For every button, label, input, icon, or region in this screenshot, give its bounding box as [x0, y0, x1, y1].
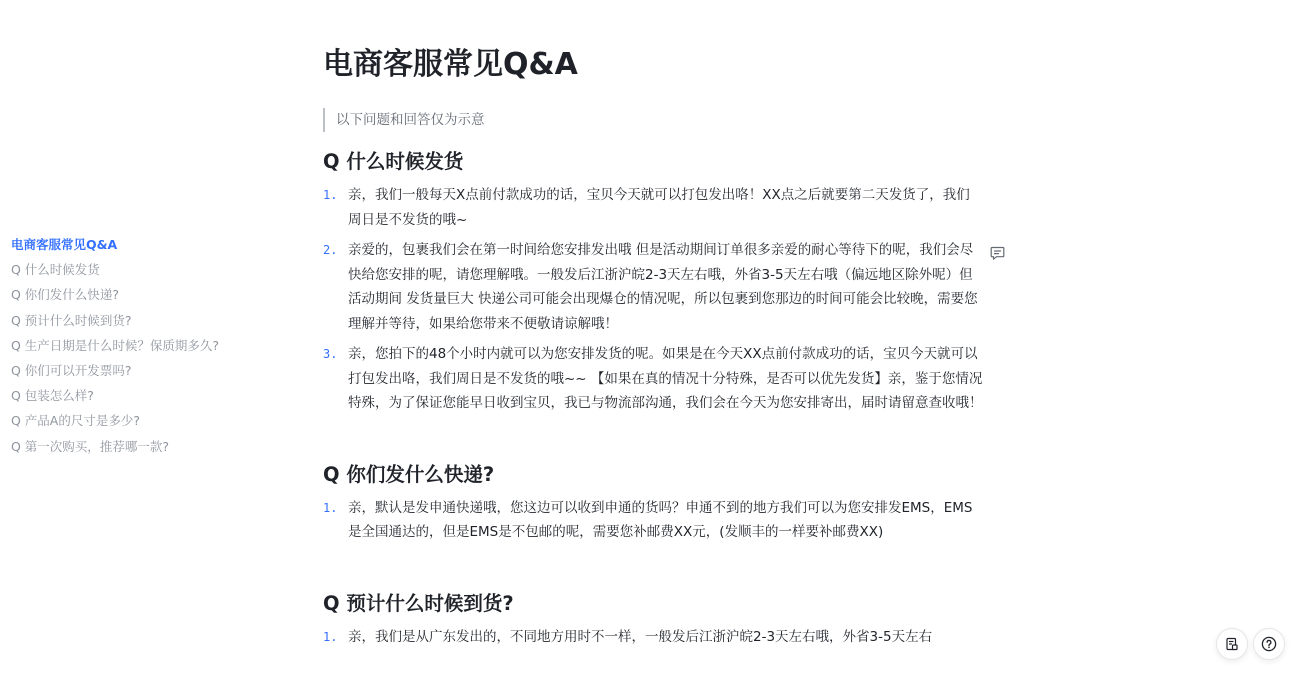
- help-icon: [1261, 636, 1277, 652]
- toc-item-packaging[interactable]: Q 包装怎么样?: [11, 388, 94, 404]
- toc-item-title[interactable]: 电商客服常见Q&A: [11, 237, 118, 252]
- list-item-text: 亲，您拍下的48个小时内就可以为您安排发货的呢。如果是在今天XX点前付款成功的话，宝贝今天就可以打包发出咯，我们周日是不发货的哦~~ 【如果在真的情况十分特殊，是否可以优先发货】亲，鉴于您情况特殊，为了保证您能早日收到宝贝，我已与物流部沟通，我们会在今天为您安排寄出，届时请留意查收哦！: [348, 346, 983, 411]
- list-item: [323, 342, 983, 416]
- document-body: [323, 40, 983, 655]
- list-item: [323, 183, 983, 232]
- toc-item-production-date[interactable]: Q 生产日期是什么时候？保质期多久?: [11, 337, 219, 353]
- section-spacer: [323, 551, 983, 589]
- section-courier: [323, 460, 983, 545]
- section-heading: Q 预计什么时候到货?: [323, 591, 514, 615]
- document-outline-button[interactable]: [1216, 628, 1248, 660]
- list-item-text: 亲，我们是从广东发出的，不同地方用时不一样，一般发后江浙沪皖2-3天左右哦，外省3-5天左右: [348, 628, 933, 645]
- toc-item-invoice[interactable]: Q 你们可以开发票吗?: [11, 362, 132, 378]
- list-item-text: 亲，默认是发申通快递哦，您这边可以收到申通的货吗？申通不到的地方我们可以为您安排发EMS，EMS是全国通达的，但是EMS是不包邮的呢，需要您补邮费XX元，(发顺丰的一样要补邮费XX): [348, 499, 973, 540]
- list-item: [323, 625, 983, 650]
- section-arrival-time: [323, 589, 983, 650]
- section-heading: Q 什么时候发货: [323, 150, 464, 173]
- ordered-list: [323, 183, 983, 416]
- section-heading: Q 你们发什么快递?: [323, 462, 495, 486]
- list-number: 3.: [323, 347, 338, 361]
- section-spacer: [323, 422, 983, 460]
- list-number: 1.: [323, 500, 338, 515]
- list-number: 1.: [323, 629, 338, 644]
- ordered-list: [323, 625, 983, 650]
- list-item-text: 亲爱的，包裹我们会在第一时间给您安排发出哦 但是活动期间订单很多亲爱的耐心等待下的呢，我们会尽快给您安排的呢，请您理解哦。一般发后江浙沪皖2-3天左右哦，外省3-5天左右哦（偏远地区除外呢）但活动期间 发货量巨大 快递公司可能会出现爆仓的情况呢，所以包裹到您那边的时间可能会比较晚，需要您理解并等待，如果给您带来不便敬请谅解哦！: [348, 242, 978, 332]
- page-title: 电商客服常见Q&A: [323, 47, 578, 82]
- ordered-list: [323, 496, 983, 545]
- toc-item-arrival-time[interactable]: Q 预计什么时候到货?: [11, 312, 132, 328]
- comment-icon[interactable]: [990, 246, 1005, 261]
- list-item: [323, 496, 983, 545]
- section-shipping-time: [323, 147, 983, 416]
- toc-item-shipping-time[interactable]: Q 什么时候发货: [11, 262, 100, 278]
- quote-block: 以下问题和回答仅为示意: [323, 108, 983, 132]
- comment-icon-glyph: [990, 246, 1005, 261]
- help-button[interactable]: [1253, 628, 1285, 660]
- toc-item-recommendation[interactable]: Q 第一次购买，推荐哪一款?: [11, 438, 169, 454]
- list-number: 2.: [323, 243, 338, 257]
- toc-item-product-size[interactable]: Q 产品A的尺寸是多少?: [11, 413, 140, 429]
- table-of-contents: [11, 232, 251, 459]
- list-number: 1.: [323, 188, 338, 202]
- toc-item-courier[interactable]: Q 你们发什么快递?: [11, 287, 119, 303]
- document-icon: [1225, 637, 1239, 651]
- list-item-text: 亲，我们一般每天X点前付款成功的话，宝贝今天就可以打包发出咯！XX点之后就要第二天发货了，我们周日是不发货的哦~: [348, 187, 970, 228]
- list-item: [323, 238, 983, 336]
